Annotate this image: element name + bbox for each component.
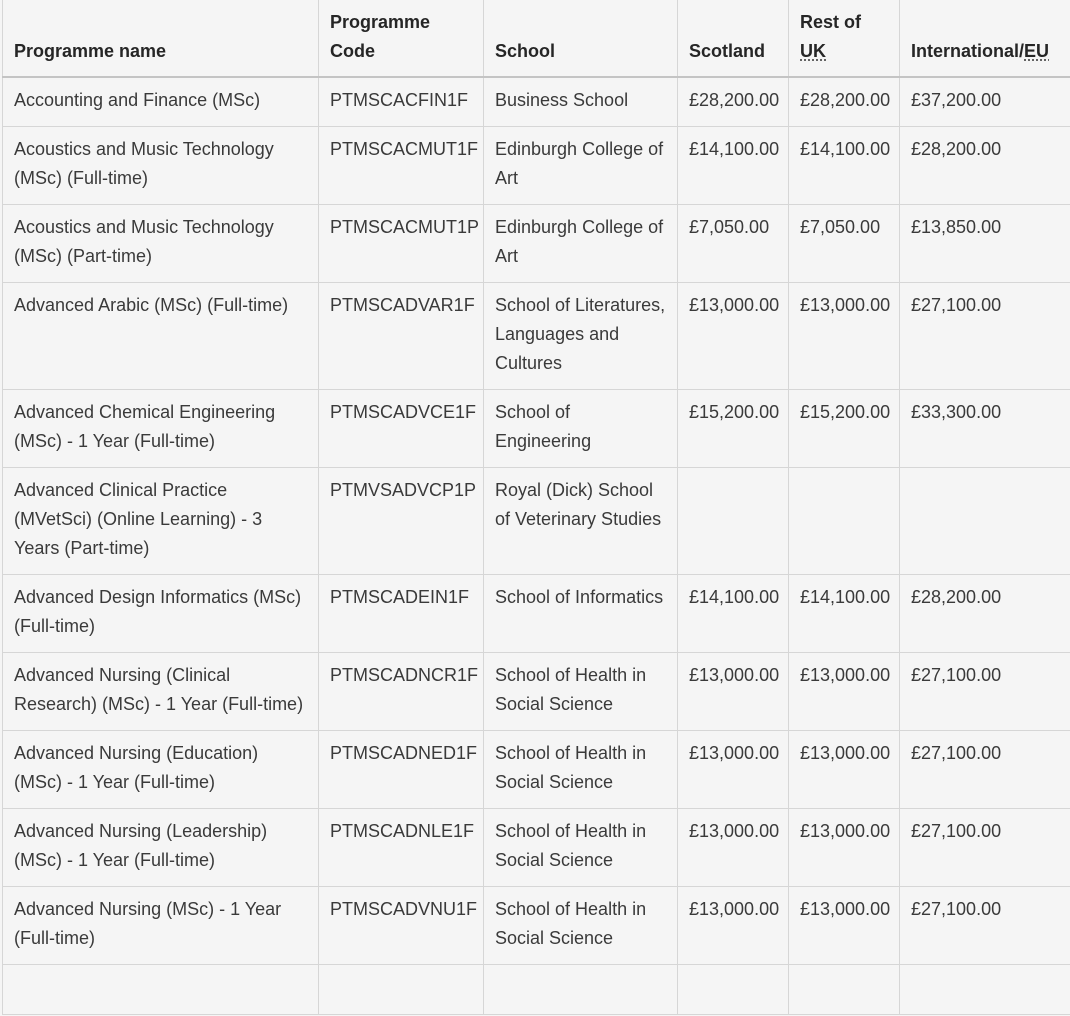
tuition-fees-table: [2, 0, 1070, 1015]
programme-code-cell: PTMSCADNED1F: [319, 731, 484, 809]
rest-of-uk-fee-cell: £13,000.00: [789, 809, 900, 887]
school-cell: School of Health in Social Science: [484, 653, 678, 731]
international-eu-fee-cell: [900, 468, 1070, 575]
school-cell: Edinburgh College of Art: [484, 127, 678, 205]
table-row: [3, 77, 1070, 127]
scotland-fee-cell: £7,050.00: [678, 205, 789, 283]
table-row: [3, 127, 1070, 205]
school-cell: School of Literatures, Languages and Cultures: [484, 283, 678, 390]
school-cell: School of Health in Social Science: [484, 809, 678, 887]
scotland-fee-cell: £14,100.00: [678, 127, 789, 205]
rest-of-uk-fee-cell: £13,000.00: [789, 731, 900, 809]
rest-of-uk-fee-cell: £14,100.00: [789, 575, 900, 653]
school-cell: Edinburgh College of Art: [484, 205, 678, 283]
table-row: [3, 390, 1070, 468]
school-cell: Royal (Dick) School of Veterinary Studies: [484, 468, 678, 575]
programme-name-cell: Advanced Nursing (Clinical Research) (MSc) - 1 Year (Full-time): [3, 653, 319, 731]
empty-cell: [678, 965, 789, 1015]
rest-of-uk-fee-cell: £13,000.00: [789, 283, 900, 390]
scotland-fee-cell: £28,200.00: [678, 77, 789, 127]
rest-of-uk-fee-cell: £7,050.00: [789, 205, 900, 283]
empty-cell: [900, 965, 1070, 1015]
school-cell: Business School: [484, 77, 678, 127]
programme-name-cell: Advanced Nursing (Education) (MSc) - 1 Year (Full-time): [3, 731, 319, 809]
programme-name-cell: Advanced Chemical Engineering (MSc) - 1 Year (Full-time): [3, 390, 319, 468]
empty-cell: [319, 965, 484, 1015]
programme-code-cell: PTMSCACMUT1F: [319, 127, 484, 205]
programme-code-cell: PTMSCADVNU1F: [319, 887, 484, 965]
table-body: [3, 77, 1070, 1015]
scotland-fee-cell: £14,100.00: [678, 575, 789, 653]
empty-cell: [789, 965, 900, 1015]
column-header-school: [484, 0, 678, 77]
rest-of-uk-fee-cell: £15,200.00: [789, 390, 900, 468]
programme-code-cell: PTMSCADVCE1F: [319, 390, 484, 468]
table-header: [3, 0, 1070, 77]
programme-name-cell: Advanced Nursing (MSc) - 1 Year (Full-time): [3, 887, 319, 965]
column-header-label: Programme name: [14, 41, 167, 61]
programme-name-cell: Acoustics and Music Technology (MSc) (Part-time): [3, 205, 319, 283]
scotland-fee-cell: £13,000.00: [678, 809, 789, 887]
column-header-international-eu: [900, 0, 1070, 77]
rest-of-uk-fee-cell: £13,000.00: [789, 653, 900, 731]
programme-name-cell: Advanced Arabic (MSc) (Full-time): [3, 283, 319, 390]
international-eu-fee-cell: £28,200.00: [900, 575, 1070, 653]
international-eu-fee-cell: £13,850.00: [900, 205, 1070, 283]
international-eu-fee-cell: £33,300.00: [900, 390, 1070, 468]
school-cell: School of Health in Social Science: [484, 887, 678, 965]
uk-abbreviation: UK: [800, 41, 826, 61]
column-header-programme-code: [319, 0, 484, 77]
column-header-label: Programme: [330, 12, 431, 32]
scotland-fee-cell: [678, 468, 789, 575]
table-row: [3, 283, 1070, 390]
scotland-fee-cell: £13,000.00: [678, 653, 789, 731]
rest-of-uk-fee-cell: £13,000.00: [789, 887, 900, 965]
table-row: [3, 965, 1070, 1015]
column-header-label: Rest of: [800, 12, 862, 32]
international-eu-fee-cell: £27,100.00: [900, 283, 1070, 390]
scotland-fee-cell: £13,000.00: [678, 283, 789, 390]
programme-name-cell: Acoustics and Music Technology (MSc) (Full-time): [3, 127, 319, 205]
international-eu-fee-cell: £27,100.00: [900, 887, 1070, 965]
empty-cell: [3, 965, 319, 1015]
international-eu-fee-cell: £27,100.00: [900, 731, 1070, 809]
international-eu-fee-cell: £27,100.00: [900, 809, 1070, 887]
scotland-fee-cell: £15,200.00: [678, 390, 789, 468]
column-header-label: School: [495, 41, 556, 61]
table-row: [3, 653, 1070, 731]
column-header-label: Scotland: [689, 41, 766, 61]
table-row: [3, 887, 1070, 965]
rest-of-uk-fee-cell: £28,200.00: [789, 77, 900, 127]
programme-name-cell: Advanced Nursing (Leadership) (MSc) - 1 Year (Full-time): [3, 809, 319, 887]
programme-name-cell: Advanced Design Informatics (MSc) (Full-time): [3, 575, 319, 653]
eu-abbreviation: EU: [1024, 41, 1050, 61]
school-cell: School of Health in Social Science: [484, 731, 678, 809]
programme-code-cell: PTMSCACMUT1P: [319, 205, 484, 283]
programme-code-cell: PTMSCACFIN1F: [319, 77, 484, 127]
international-eu-fee-cell: £37,200.00: [900, 77, 1070, 127]
school-cell: School of Informatics: [484, 575, 678, 653]
rest-of-uk-fee-cell: £14,100.00: [789, 127, 900, 205]
column-header-rest-of-uk: [789, 0, 900, 77]
programme-code-cell: PTMSCADVAR1F: [319, 283, 484, 390]
column-header-scotland: [678, 0, 789, 77]
table-row: [3, 468, 1070, 575]
programme-code-cell: PTMSCADNLE1F: [319, 809, 484, 887]
header-row: [3, 0, 1070, 77]
column-header-programme-name: [3, 0, 319, 77]
column-header-label: International/: [911, 41, 1025, 61]
column-header-label: Code: [330, 41, 375, 61]
programme-code-cell: PTMVSADVCP1P: [319, 468, 484, 575]
programme-code-cell: PTMSCADNCR1F: [319, 653, 484, 731]
international-eu-fee-cell: £27,100.00: [900, 653, 1070, 731]
rest-of-uk-fee-cell: [789, 468, 900, 575]
table-row: [3, 809, 1070, 887]
school-cell: School of Engineering: [484, 390, 678, 468]
international-eu-fee-cell: £28,200.00: [900, 127, 1070, 205]
programme-name-cell: Advanced Clinical Practice (MVetSci) (Online Learning) - 3 Years (Part-time): [3, 468, 319, 575]
programme-name-cell: Accounting and Finance (MSc): [3, 77, 319, 127]
programme-code-cell: PTMSCADEIN1F: [319, 575, 484, 653]
table-row: [3, 731, 1070, 809]
table-row: [3, 575, 1070, 653]
scotland-fee-cell: £13,000.00: [678, 887, 789, 965]
table-row: [3, 205, 1070, 283]
empty-cell: [484, 965, 678, 1015]
scotland-fee-cell: £13,000.00: [678, 731, 789, 809]
